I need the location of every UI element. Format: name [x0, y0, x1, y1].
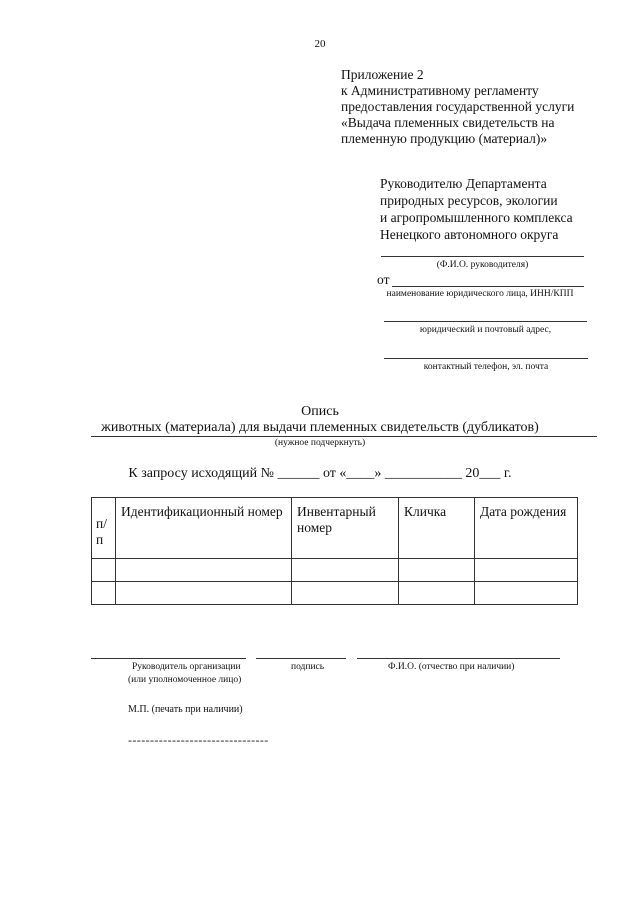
- addressee-line: и агропромышленного комплекса: [380, 210, 573, 225]
- contact-field-line[interactable]: [384, 358, 588, 359]
- from-label: от: [377, 272, 390, 287]
- col-pp-label: п/п: [96, 516, 107, 547]
- table-cell[interactable]: [475, 582, 578, 605]
- subtitle-underline: [91, 436, 597, 437]
- inventory-table: [91, 497, 578, 605]
- sign-label: подпись: [291, 662, 325, 672]
- head-label-alt: (или уполномоченное лицо): [128, 675, 242, 685]
- table-cell[interactable]: [292, 559, 399, 582]
- org-field-line[interactable]: [392, 286, 584, 287]
- table-row: [92, 582, 578, 605]
- contact-caption: контактный телефон, эл. почта: [423, 362, 549, 372]
- underline-hint: (нужное подчеркнуть): [274, 438, 366, 448]
- org-caption: наименование юридического лица, ИНН/КПП: [386, 289, 574, 299]
- col-name: Кличка: [399, 498, 475, 559]
- table-cell[interactable]: [399, 582, 475, 605]
- address-caption: юридический и почтовый адрес,: [419, 325, 552, 335]
- appendix-line: предоставления государственной услуги: [341, 99, 575, 114]
- table-cell[interactable]: [292, 582, 399, 605]
- table-cell[interactable]: [116, 559, 292, 582]
- sign-line[interactable]: [256, 658, 346, 659]
- addressee-block: [380, 175, 630, 243]
- col-inventory-number: Инвентарный номер: [292, 498, 399, 559]
- appendix-line: к Административному регламенту: [341, 83, 539, 98]
- appendix-line: «Выдача племенных свидетельств на: [341, 115, 555, 130]
- table-row: [92, 559, 578, 582]
- table-cell[interactable]: [116, 582, 292, 605]
- table-header-row: [92, 498, 578, 559]
- request-line[interactable]: К запросу исходящий № ______ от «____» ___________ 20___ г.: [128, 466, 512, 481]
- col-birth-date: Дата рождения: [475, 498, 578, 559]
- appendix-line: племенную продукцию (материал)»: [341, 131, 548, 146]
- fio-label: Ф.И.О. (отчество при наличии): [388, 662, 515, 672]
- table-cell[interactable]: [92, 559, 116, 582]
- dash-line: --------------------------------: [128, 733, 269, 747]
- appendix-line: Приложение 2: [341, 67, 424, 82]
- table-cell[interactable]: [475, 559, 578, 582]
- col-id-number: Идентификационный номер: [116, 498, 292, 559]
- table-cell[interactable]: [399, 559, 475, 582]
- fio-field-line[interactable]: [381, 256, 584, 257]
- fio-signature-line[interactable]: [357, 658, 560, 659]
- addressee-line: Ненецкого автономного округа: [380, 227, 559, 242]
- appendix-block: [341, 67, 631, 147]
- col-pp: [92, 498, 116, 559]
- address-field-line[interactable]: [384, 321, 587, 322]
- addressee-line: Руководителю Департамента: [380, 176, 547, 191]
- table-cell[interactable]: [92, 582, 116, 605]
- form-title: Опись: [301, 404, 339, 419]
- addressee-line: природных ресурсов, экологии: [380, 193, 558, 208]
- fio-caption: (Ф.И.О. руководителя): [436, 260, 529, 270]
- page-number: 20: [314, 38, 326, 50]
- head-signature-line[interactable]: [91, 658, 246, 659]
- form-subtitle: животных (материала) для выдачи племенных свидетельств (дубликатов): [101, 420, 539, 435]
- stamp-label: М.П. (печать при наличии): [128, 704, 243, 715]
- head-label: Руководитель организации: [132, 662, 241, 672]
